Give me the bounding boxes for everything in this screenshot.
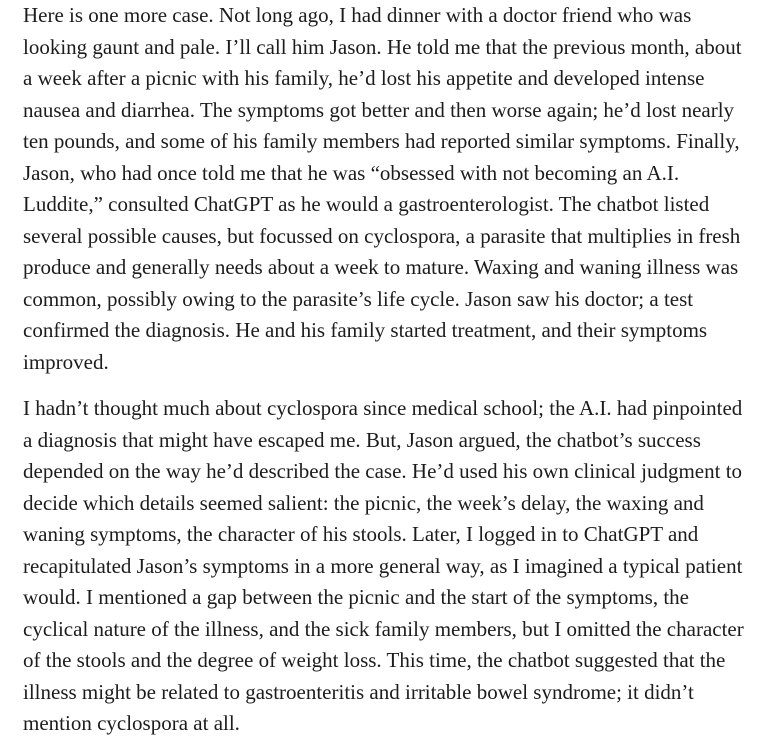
- text-line: cyclical nature of the illness, and the sick family members, but I omitted the character: [23, 616, 744, 641]
- text-line: Jason, who had once told me that he was “obsessed with not becoming an A.I.: [23, 160, 680, 185]
- paragraph-2: [23, 393, 758, 740]
- text-line: Luddite,” consulted ChatGPT as he would a gastroenterologist. The chatbot listed: [23, 192, 710, 216]
- text-line: improved.: [23, 349, 109, 374]
- text-line: Here is one more case. Not long ago, I had dinner with a doctor friend who was: [23, 3, 692, 27]
- text-line: depended on the way he’d described the case. He’d used his own clinical judgment to: [23, 459, 743, 483]
- text-line: decide which details seemed salient: the picnic, the week’s delay, the waxing and: [23, 490, 704, 515]
- text-line: mention cyclospora at all.: [23, 711, 240, 735]
- text-line: I hadn’t thought much about cyclospora since medical school; the A.I. had pinpointed: [23, 396, 743, 420]
- text-line: looking gaunt and pale. I’ll call him Jason. He told me that the previous month, about: [23, 34, 742, 59]
- text-line: several possible causes, but focussed on cyclospora, a parasite that multiplies in fresh: [23, 223, 741, 248]
- text-line: common, possibly owing to the parasite’s life cycle. Jason saw his doctor; a test: [23, 286, 694, 311]
- text-line: confirmed the diagnosis. He and his family started treatment, and their symptoms: [23, 318, 708, 342]
- text-line: would. I mentioned a gap between the picnic and the start of the symptoms, the: [23, 585, 689, 609]
- text-line: recapitulated Jason’s symptoms in a more general way, as I imagined a typical patient: [23, 553, 743, 578]
- text-line: produce and generally needs about a week to mature. Waxing and waning illness was: [23, 255, 739, 279]
- text-line: a diagnosis that might have escaped me. But, Jason argued, the chatbot’s success: [23, 427, 701, 452]
- text-line: illness might be related to gastroenteritis and irritable bowel syndrome; it didn’t: [23, 679, 694, 704]
- text-line: waning symptoms, the character of his stools. Later, I logged in to ChatGPT and: [23, 522, 699, 546]
- article-body: [23, 0, 758, 740]
- text-line: a week after a picnic with his family, he’d lost his appetite and developed intense: [23, 66, 705, 90]
- text-line: of the stools and the degree of weight loss. This time, the chatbot suggested that the: [23, 648, 726, 672]
- text-line: ten pounds, and some of his family members had reported similar symptoms. Finally,: [23, 129, 740, 153]
- paragraph-1: [23, 0, 758, 378]
- text-line: nausea and diarrhea. The symptoms got better and then worse again; he’d lost nearly: [23, 97, 735, 122]
